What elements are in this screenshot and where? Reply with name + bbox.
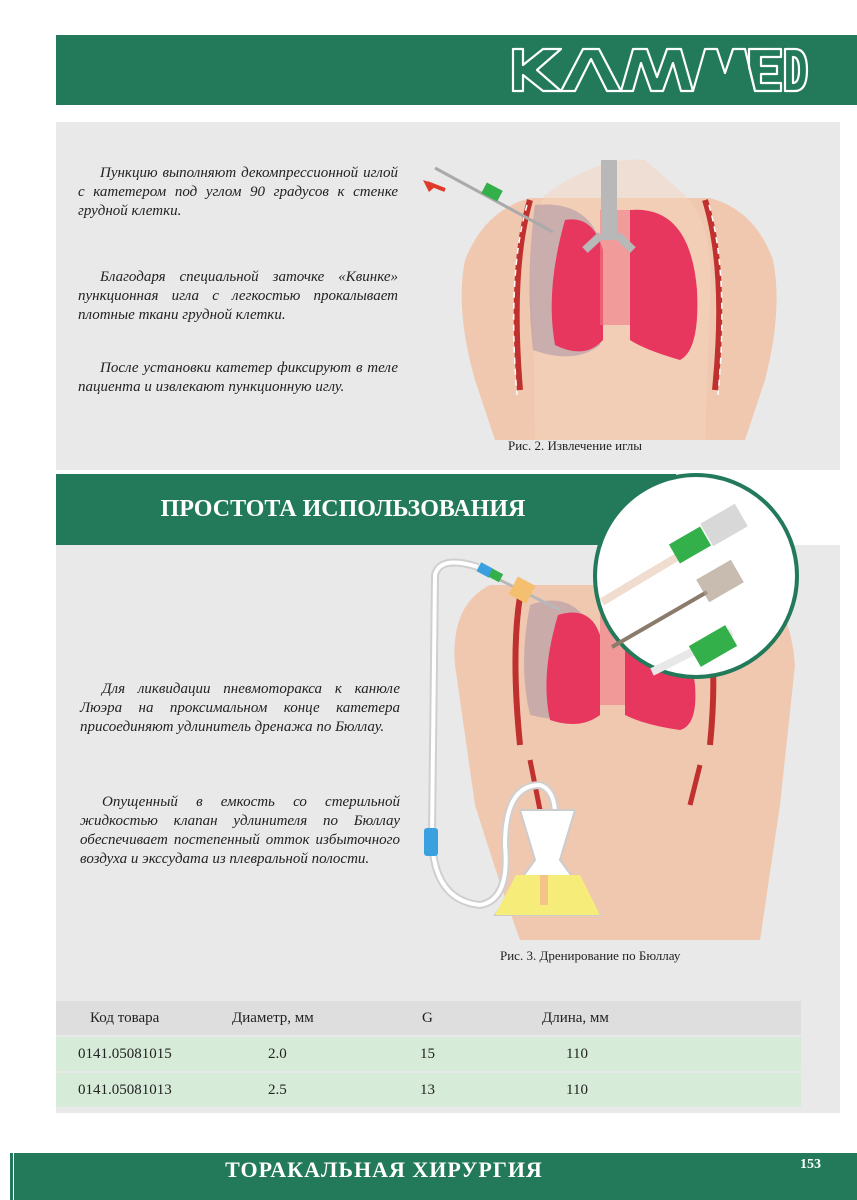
header-diameter: Диаметр, мм — [232, 1010, 314, 1026]
section1-paragraph-3: После установки катетер фиксируют в теле пациента и извлекают пункционную иглу. — [78, 360, 398, 395]
header-length: Длина, мм — [542, 1010, 609, 1026]
section2-paragraph-2: Опущенный в емкость со стерильной жидкостью клапан удлинителя по Бюллау обеспечивает постепенный отток избыточного воздуха и экссудата из плевральной полости. — [80, 794, 400, 867]
table-header-row — [56, 1001, 801, 1035]
footer-left-stripe — [10, 1153, 13, 1200]
cell-length: 110 — [566, 1046, 588, 1062]
section2-paragraph-1: Для ликвидации пневмоторакса к канюле Люэра на проксимальном конце катетера присоединяют удлинитель дренажа по Бюллау. — [80, 681, 400, 735]
figure-2-caption: Рис. 2. Извлечение иглы — [508, 438, 642, 453]
product-table — [56, 1001, 801, 1109]
section1-paragraph-2: Благодаря специальной заточке «Квинке» пункционная игла с легкостью прокалывает плотные ткани грудной клетки. — [78, 269, 398, 323]
cell-diameter: 2.0 — [268, 1046, 287, 1062]
cell-length: 110 — [566, 1082, 588, 1098]
page-number: 153 — [800, 1157, 821, 1172]
table-row — [56, 1073, 801, 1107]
header-gauge: G — [422, 1010, 433, 1026]
header-code: Код товара — [90, 1010, 160, 1026]
cell-diameter: 2.5 — [268, 1082, 287, 1098]
kammed-logo — [509, 43, 809, 102]
table-row — [56, 1037, 801, 1071]
magnified-detail-circle — [592, 472, 800, 680]
footer-title: ТОРАКАЛЬНАЯ ХИРУРГИЯ — [225, 1157, 543, 1182]
cell-code: 0141.05081013 — [78, 1082, 172, 1098]
cell-gauge: 15 — [420, 1046, 435, 1062]
figure-3-caption: Рис. 3. Дренирование по Бюллау — [500, 948, 681, 963]
section2-title: ПРОСТОТА ИСПОЛЬЗОВАНИЯ — [160, 496, 526, 522]
figure-2-illustration — [415, 150, 795, 440]
cell-gauge: 13 — [420, 1082, 435, 1098]
header-band — [56, 35, 857, 105]
cell-code: 0141.05081015 — [78, 1046, 172, 1062]
section1-paragraph-1: Пункцию выполняют декомпрессионной иглой с катетером под углом 90 градусов к стенке грудной клетки. — [78, 165, 398, 219]
